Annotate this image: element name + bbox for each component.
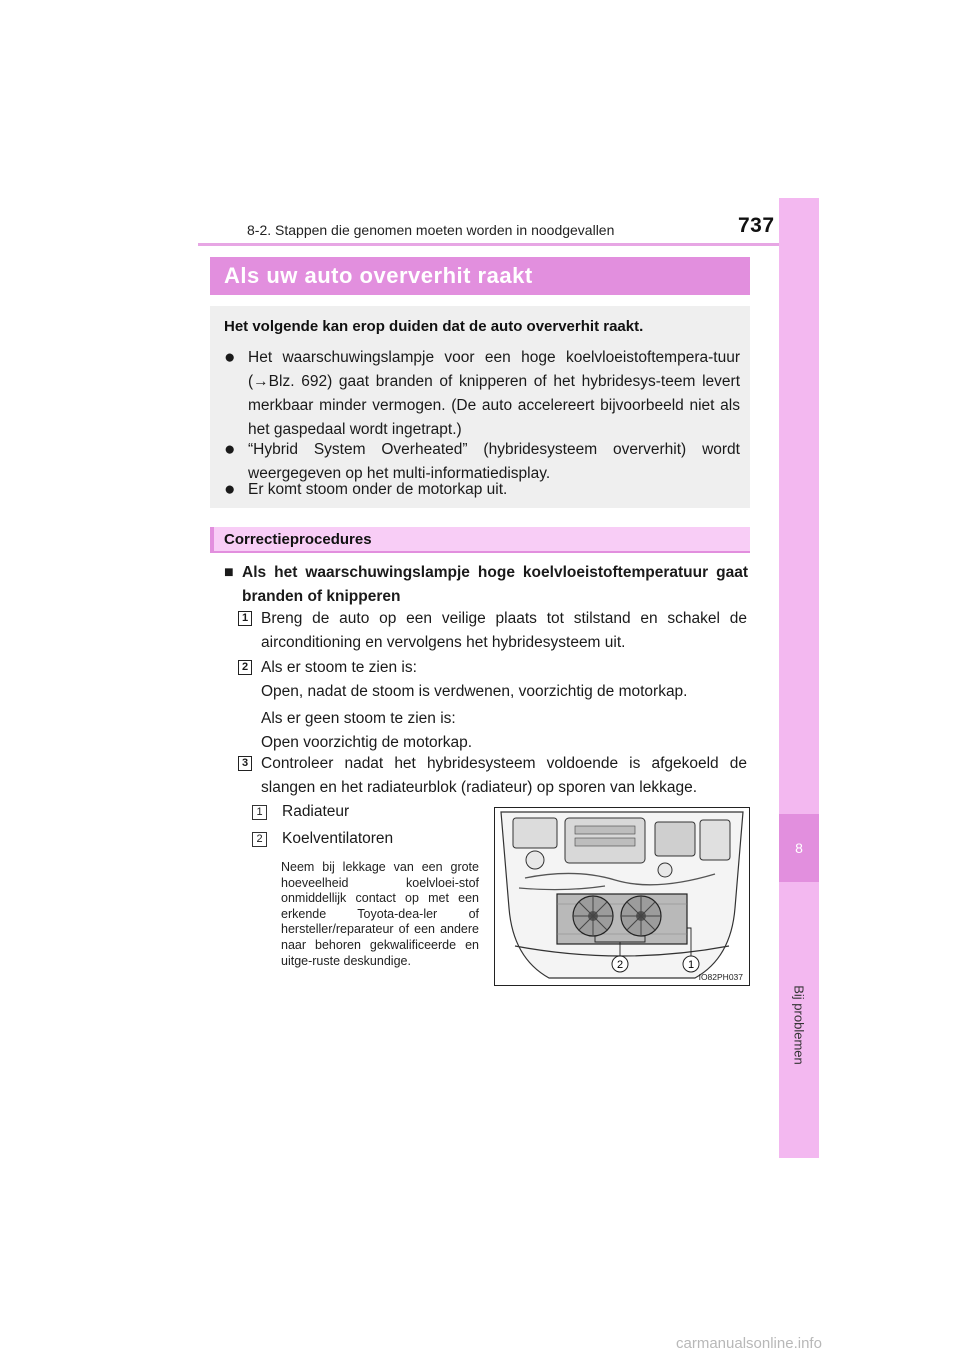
step-text (261, 707, 747, 755)
callout-number-badge: 2 (252, 832, 267, 847)
procedure-heading (224, 561, 748, 609)
info-intro: Het volgende kan erop duiden dat de auto oververhit raakt. (224, 318, 644, 335)
watermark: carmanualsonline.info (676, 1335, 822, 1352)
chapter-label: Bij problemen (791, 985, 807, 1065)
step-condition-action: Open voorzichtig de motorkap. (261, 734, 473, 751)
step-condition-label: Als er stoom te zien is: (261, 659, 417, 676)
subsection-title: Correctieprocedures (224, 531, 372, 548)
step-condition-action: Open, nadat de stoom is verdwenen, voorzichtig de motorkap. (261, 683, 688, 700)
section-title-bar (210, 257, 750, 295)
bullet-text: Het waarschuwingslampje voor een hoge koelvloeistoftempera-tuur (→Blz. 692) gaat branden of knipperen of het hybridesys-teem levert merkbaar minder vermogen. (De auto accelereert bijvoorbeeld niet als het gaspedaal wordt ingetrapt.) (248, 349, 740, 438)
bullet-icon: ● (224, 479, 236, 500)
subsection-header (210, 527, 750, 553)
chapter-number-tab (779, 814, 819, 882)
step-number-badge: 2 (238, 660, 252, 675)
step-condition-label: Als er geen stoom te zien is: (261, 710, 456, 727)
symptoms-info-box (210, 306, 750, 508)
step-text: Controleer nadat het hybridesysteem voldoende is afgekoeld de slangen en het radiateurblok (radiateur) op sporen van lekkage. (261, 755, 747, 796)
callout-number-badge: 1 (252, 805, 267, 820)
callout-label-radiator: Radiateur (282, 803, 350, 820)
bullet-icon: ● (224, 439, 236, 460)
step-number-badge: 3 (238, 756, 252, 771)
engine-bay-illustration (494, 807, 750, 986)
step-text (261, 656, 747, 704)
page-number: 737 (738, 214, 775, 237)
chapter-label-container (785, 960, 813, 1090)
step-number-badge: 1 (238, 611, 252, 626)
bullet-text: “Hybrid System Overheated” (hybridesysteem oververhit) wordt weergegeven op het multi-informatiedisplay. (248, 441, 740, 482)
figure-callout-1: 1 (687, 959, 695, 971)
engine-bay-drawing (495, 808, 749, 985)
list-item (224, 478, 740, 502)
chapter-number: 8 (795, 840, 803, 856)
step-text: Breng de auto op een veilige plaats tot stilstand en schakel de airconditioning en vervolgens het hybridesysteem uit. (261, 610, 747, 651)
bullet-icon: ● (224, 347, 236, 368)
bullet-text: Er komt stoom onder de motorkap uit. (248, 481, 508, 498)
list-item (224, 346, 740, 442)
header-divider (198, 243, 818, 246)
square-bullet-icon: ■ (224, 564, 234, 581)
section-title: Als uw auto oververhit raakt (224, 263, 533, 288)
leak-note: Neem bij lekkage van een grote hoeveelheid koelvloei-stof onmiddellijk contact op met een erkende Toyota-dea-ler of hersteller/reparateur of een andere naar behoren gekwalificeerde en uitge-ruste deskundige. (281, 860, 479, 968)
running-header-section: 8-2. Stappen die genomen moeten worden in noodgevallen (247, 222, 615, 238)
figure-code: IO82PH037 (698, 972, 743, 982)
callout-label-cooling-fans: Koelventilatoren (282, 830, 394, 847)
procedure-heading-text: Als het waarschuwingslampje hoge koelvloeistoftemperatuur gaat branden of knipperen (242, 564, 748, 605)
figure-callout-2: 2 (616, 959, 624, 971)
